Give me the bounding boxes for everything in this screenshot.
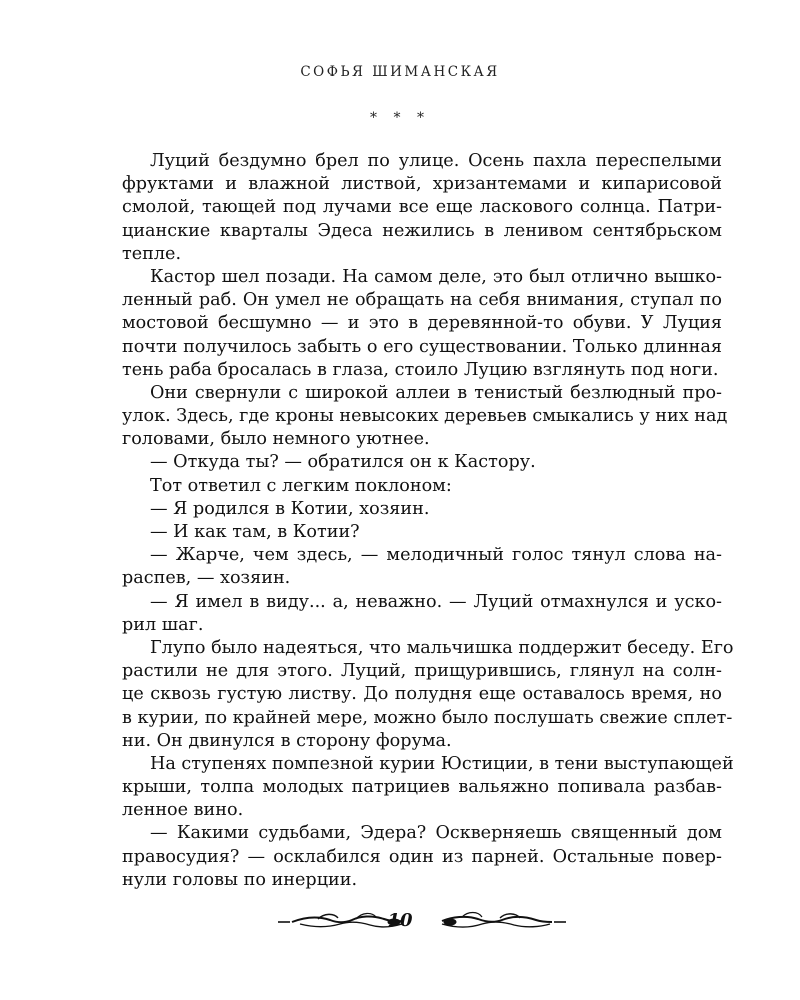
text-line: — Я родился в Котии, хозяин. (150, 498, 430, 519)
text-line: Кастор шел позади. На самом деле, это был отлично вышко- (150, 266, 722, 287)
text-line: — И как там, в Котии? (150, 522, 360, 542)
text-line: На ступенях помпезной курии Юстиции, в тени выступающей (150, 753, 734, 774)
text-line: нули головы по инерции. (122, 869, 358, 890)
text-line: головами, было немного уютнее. (122, 429, 430, 450)
text-line: смолой, тающей под лучами все еще ласкового солнца. Патри- (122, 197, 722, 218)
text-line: улок. Здесь, где кроны невысоких деревьев смыкались у них над (122, 406, 728, 427)
text-line: ленное вино. (122, 800, 244, 821)
text-line: крыши, толпа молодых патрициев вальяжно попивала разбав- (122, 777, 722, 798)
text-line: ленный раб. Он умел не обращать на себя внимания, ступал по (122, 290, 722, 311)
text-line: Глупо было надеяться, что мальчишка поддержит беседу. Его (150, 637, 734, 658)
section-break-asterisks: * * * (370, 110, 430, 126)
text-line: Они свернули с широкой аллеи в тенистый безлюдный про- (150, 382, 722, 403)
text-line: растили не для этого. Луций, прищурившись, глянул на солн- (122, 661, 722, 682)
text-line: цианские кварталы Эдеса нежились в ленивом сентябрьском (122, 220, 722, 241)
page-folio-ornament (0, 905, 800, 935)
text-line: мостовой бесшумно — и это в деревянной-то обуви. У Луция (122, 313, 722, 334)
text-line: в курии, по крайней мере, можно было послушать свежие сплет- (122, 707, 733, 728)
text-line: Луций бездумно брел по улице. Осень пахла переспелыми (150, 151, 722, 171)
text-line: — Жарче, чем здесь, — мелодичный голос тянул слова на- (150, 545, 722, 566)
page-number: 10 (387, 910, 413, 931)
text-line: почти получилось забыть о его существовании. Только длинная (122, 336, 722, 357)
body-text (122, 150, 734, 892)
text-line: — Откуда ты? — обратился он к Кастору. (150, 452, 536, 473)
text-line: це сквозь густую листву. До полудня еще оставалось время, но (122, 684, 722, 705)
text-line: — Какими судьбами, Эдера? Оскверняешь священный дом (150, 823, 722, 844)
text-line: распев, — хозяин. (122, 568, 291, 589)
running-head-author: СОФЬЯ ШИМАНСКАЯ (300, 64, 500, 80)
text-line: правосудия? — осклабился один из парней. Остальные повер- (122, 846, 722, 867)
text-line: ни. Он двинулся в сторону форума. (122, 730, 452, 751)
text-line: тень раба бросалась в глаза, стоило Луцию взглянуть под ноги. (122, 359, 719, 380)
text-line: тепле. (122, 243, 182, 264)
text-line: — Я имел в виду... а, неважно. — Луций отмахнулся и уско- (150, 591, 722, 612)
text-line: фруктами и влажной листвой, хризантемами и кипарисовой (122, 174, 722, 195)
text-line: Тот ответил с легким поклоном: (150, 475, 452, 496)
text-line: рил шаг. (122, 614, 204, 635)
